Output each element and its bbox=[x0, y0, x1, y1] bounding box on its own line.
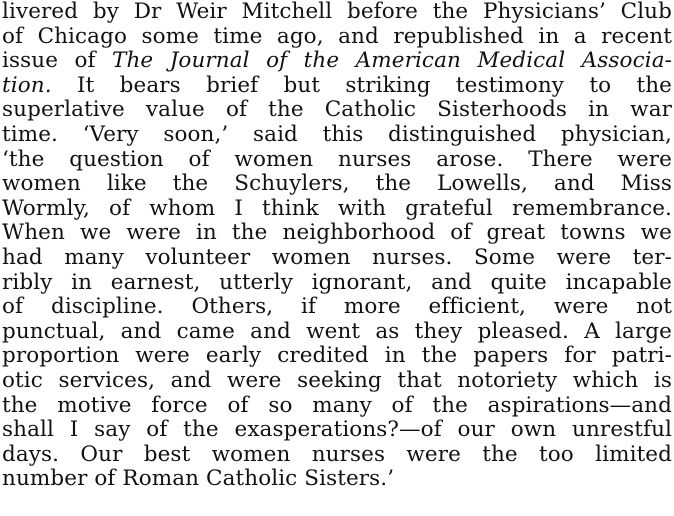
text-line bbox=[2, 148, 672, 173]
text-line bbox=[2, 172, 672, 197]
text-segment: proportion were early credited in the papers for patri- bbox=[2, 344, 672, 369]
text-line bbox=[2, 246, 672, 271]
text-line bbox=[2, 49, 672, 74]
text-line bbox=[2, 418, 672, 443]
text-line bbox=[2, 221, 672, 246]
text-segment: Wormly, of whom I think with grateful remembrance. bbox=[2, 196, 672, 221]
text-segment: number of Roman Catholic Sisters.’ bbox=[2, 467, 395, 492]
text-segment: the motive force of so many of the aspirations—and bbox=[2, 393, 672, 418]
text-line bbox=[2, 271, 672, 296]
text-segment: otic services, and were seeking that notoriety which is bbox=[2, 368, 672, 393]
italic-text-segment: The Journal of the American Medical Associa- bbox=[112, 49, 672, 74]
text-segment: of discipline. Others, if more efficient, were not bbox=[2, 295, 672, 320]
text-segment: ‘the question of women nurses arose. There were bbox=[2, 147, 672, 172]
text-line bbox=[2, 344, 672, 369]
text-line bbox=[2, 443, 672, 468]
text-line bbox=[2, 394, 672, 419]
italic-text-segment: tion. bbox=[2, 73, 52, 98]
text-segment: livered by Dr Weir Mitchell before the Physicians’ Club bbox=[2, 0, 672, 24]
text-line bbox=[2, 295, 672, 320]
text-segment: time. ‘Very soon,’ said this distinguished physician, bbox=[2, 122, 672, 147]
text-line bbox=[2, 369, 672, 394]
text-segment: had many volunteer women nurses. Some were ter- bbox=[2, 245, 672, 270]
text-line bbox=[2, 0, 672, 25]
text-segment: issue of bbox=[2, 49, 113, 74]
body-text bbox=[2, 0, 672, 492]
text-segment: ribly in earnest, utterly ignorant, and quite incapable bbox=[2, 270, 672, 295]
text-segment: superlative value of the Catholic Sisterhoods in war bbox=[2, 98, 672, 123]
text-segment: days. Our best women nurses were the too limited bbox=[2, 442, 672, 467]
text-line bbox=[2, 123, 672, 148]
text-segment: shall I say of the exasperations?—of our own unrestful bbox=[2, 418, 672, 443]
text-segment: of Chicago some time ago, and republished in a recent bbox=[2, 24, 672, 49]
text-segment: punctual, and came and went as they pleased. A large bbox=[2, 319, 672, 344]
text-segment: When we were in the neighborhood of great towns we bbox=[2, 221, 672, 246]
text-line bbox=[2, 197, 672, 222]
text-line bbox=[2, 320, 672, 345]
text-segment: It bears brief but striking testimony to the bbox=[51, 73, 672, 98]
text-line bbox=[2, 25, 672, 50]
text-line bbox=[2, 74, 672, 99]
text-line bbox=[2, 467, 672, 492]
text-segment: women like the Schuylers, the Lowells, and Miss bbox=[2, 172, 672, 197]
text-line bbox=[2, 98, 672, 123]
